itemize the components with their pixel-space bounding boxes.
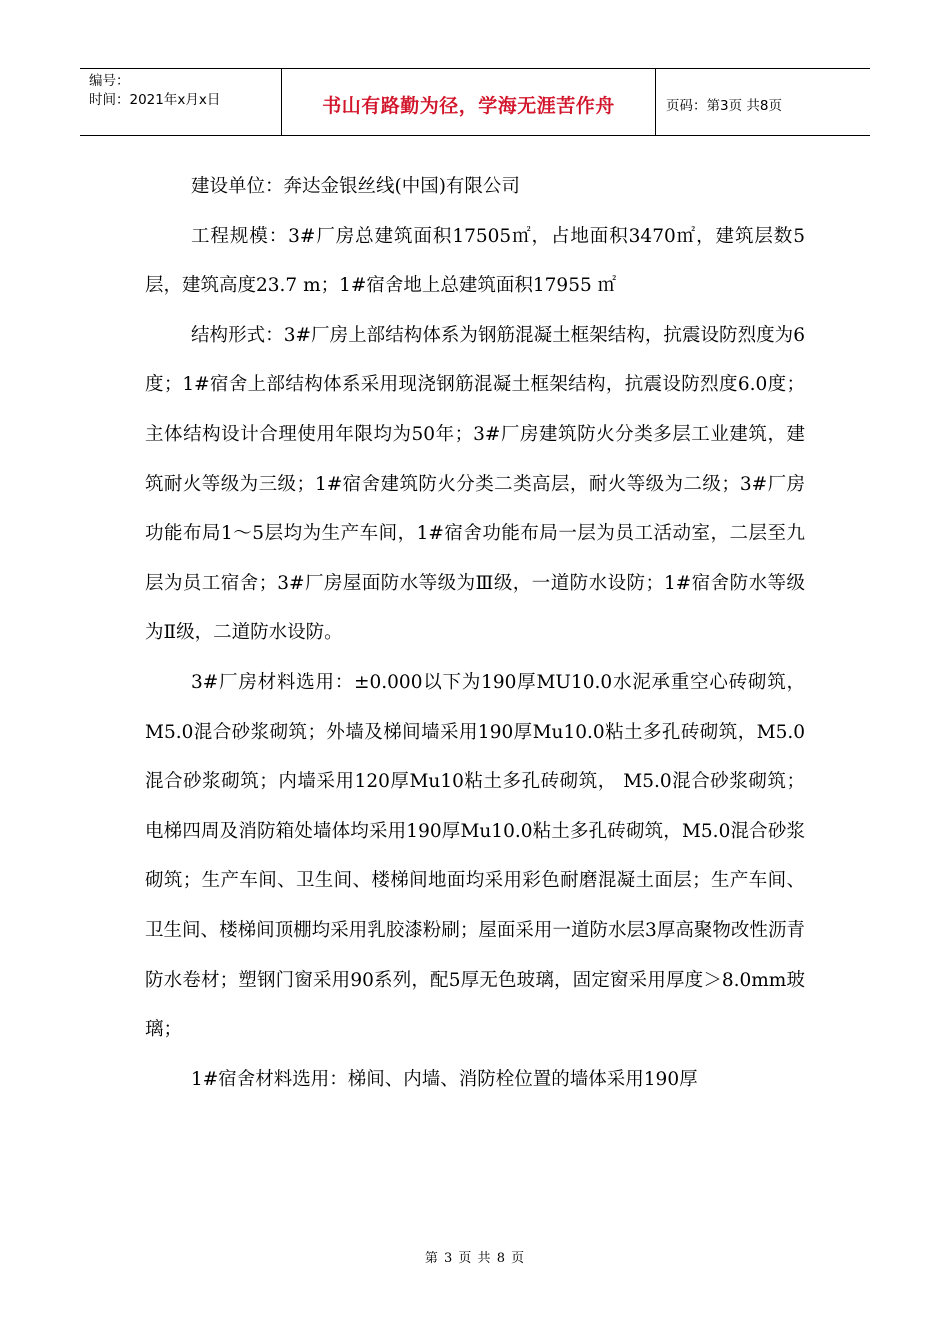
header-page-info: 页码：第3页 共8页 [666, 98, 782, 114]
paragraph-construction-unit: 建设单位：奔达金银丝线(中国)有限公司 [191, 176, 520, 197]
page-header [80, 68, 870, 136]
paragraph-structure-form: 结构形式：3#厂房上部结构体系为钢筋混凝土框架结构，抗震设防烈度为6度；1#宿舍上部结构体系采用现浇钢筋混凝土框架结构，抗震设防烈度6.0度；主体结构设计合理使用年限均为50年；3#厂房建筑防火分类多层工业建筑，建筑耐火等级为三级；1#宿舍建筑防火分类二类高层，耐火等级为二级；3#厂房功能布局1～5层均为生产车间，1#宿舍功能布局一层为员工活动室，二层至九层为员工宿舍；3#厂房屋面防水等级为Ⅲ级，一道防水设防；1#宿舍防水等级为Ⅱ级，二道防水设防。 [145, 324, 805, 644]
document-number-label: 编号： [89, 73, 130, 89]
paragraph-dormitory-materials: 1#宿舍材料选用：梯间、内墙、消防栓位置的墙体采用190厚 [191, 1068, 698, 1090]
header-motto: 书山有路勤为径，学海无涯苦作舟 [282, 69, 656, 135]
document-body [145, 162, 805, 1104]
page-footer: 第 3 页 共 8 页 [424, 1251, 526, 1266]
paragraph-project-scale: 工程规模：3#厂房总建筑面积17505㎡，占地面积3470㎡，建筑层数5层，建筑高度23.7 m；1#宿舍地上总建筑面积17955 ㎡ [145, 225, 805, 297]
header-meta [80, 69, 282, 135]
paragraph-factory-materials: 3#厂房材料选用：±0.000以下为190厚MU10.0水泥承重空心砖砌筑，M5.0混合砂浆砌筑；外墙及梯间墙采用190厚Mu10.0粘土多孔砖砌筑，M5.0混合砂浆砌筑；内墙采用120厚Mu10粘土多孔砖砌筑， M5.0混合砂浆砌筑；电梯四周及消防箱处墙体均采用190厚Mu10.0粘土多孔砖砌筑，M5.0混合砂浆砌筑；生产车间、卫生间、楼梯间地面均采用彩色耐磨混凝土面层；生产车间、卫生间、楼梯间顶棚均采用乳胶漆粉刷；屋面采用一道防水层3厚高聚物改性沥青防水卷材；塑钢门窗采用90系列，配5厚无色玻璃，固定窗采用厚度＞8.0mm玻璃； [145, 671, 805, 1041]
document-time-label: 时间：2021年x月x日 [89, 92, 221, 108]
